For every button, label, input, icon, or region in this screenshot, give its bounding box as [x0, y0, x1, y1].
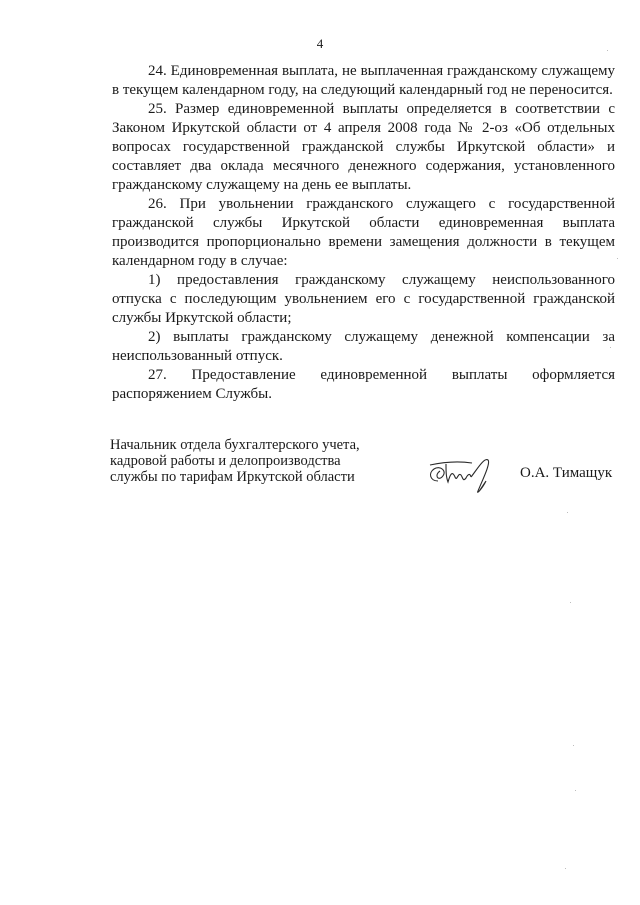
- signatory-name: О.А. Тимащук: [520, 465, 613, 481]
- scan-speck: [607, 50, 608, 51]
- paragraph-26-item-2: 2) выплаты гражданскому служащему денежной компенсации за неиспользованный отпуск.: [112, 329, 615, 364]
- handwritten-signature: [424, 451, 504, 495]
- scan-speck: [573, 745, 574, 746]
- paragraph-26: 26. При увольнении гражданского служащего с государственной гражданской службы Иркутской области единовременная выплата производится пропорционально времени замещения должности в текущем календарном году в случае:: [112, 196, 615, 269]
- position-line: кадровой работы и делопроизводства: [110, 453, 341, 469]
- paragraph-27: 27. Предоставление единовременной выплаты оформляется распоряжением Службы.: [112, 367, 615, 402]
- scan-speck: [565, 868, 566, 869]
- signatory-position: [110, 437, 400, 485]
- paragraph-24: 24. Единовременная выплата, не выплаченная гражданскому служащему в текущем календарном году, на следующий календарный год не переносится.: [112, 63, 615, 98]
- position-line: Начальник отдела бухгалтерского учета,: [110, 437, 360, 453]
- document-body: [112, 62, 615, 404]
- scan-speck: [575, 790, 576, 791]
- signature-block: [110, 437, 620, 497]
- paragraph-25: 25. Размер единовременной выплаты определяется в соответствии с Законом Иркутской области от 4 апреля 2008 года № 2-оз «Об отдельных вопросах государственной гражданской службы Иркутской области» и составляет два оклада месячного денежного содержания, установленного гражданскому служащему на день ее выплаты.: [112, 101, 615, 193]
- position-line: службы по тарифам Иркутской области: [110, 469, 355, 485]
- page-number: 4: [316, 36, 324, 51]
- scan-speck: [570, 602, 571, 603]
- scan-speck: [567, 512, 568, 513]
- scan-speck: [610, 347, 611, 348]
- scan-speck: [617, 258, 618, 259]
- paragraph-26-item-1: 1) предоставления гражданскому служащему неиспользованного отпуска с последующим увольнением его с государственной гражданской службы Иркутской области;: [112, 272, 615, 326]
